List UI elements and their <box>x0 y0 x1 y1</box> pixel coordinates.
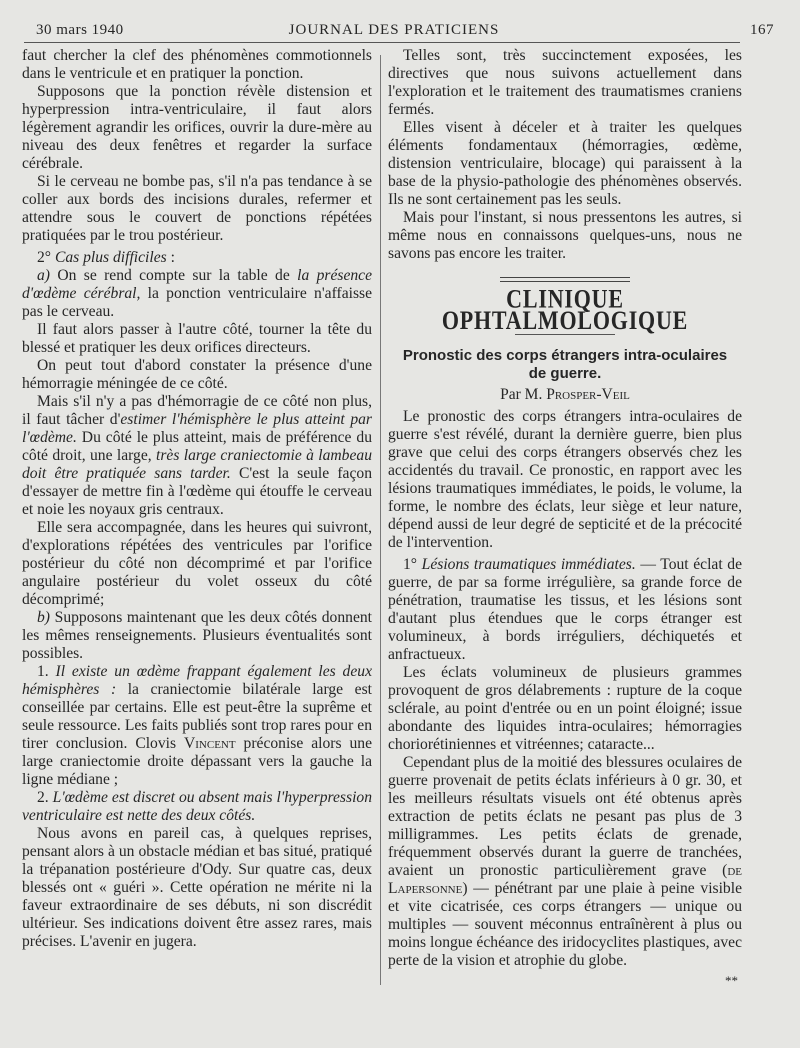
text-run: On se rend compte sur la table de <box>50 267 298 284</box>
paragraph: Il faut alors passer à l'autre côté, tourner la tête du blessé et pratiquer les deux orifices directeurs. <box>22 321 372 356</box>
paragraph: Nous avons en pareil cas, à quelques reprises, pensant alors à un obstacle médian et bas situé, pratiqué la trépanation postérieure d'Ody. Sur quatre cas, deux blessés ont « guéri ». Cette opération ne mérite ni la faveur extraordinaire de ses débuts, ni son discrédit ultérieur. Ses indications doivent être assez rares, mais précises. L'avenir en jugera. <box>22 825 372 950</box>
column-divider <box>380 55 381 985</box>
double-rule-separator <box>500 277 630 282</box>
paragraph: Elle sera accompagnée, dans les heures qui suivront, d'explorations répétées des ventricules par l'orifice postérieur du côté non décomprimé et par l'orifice angulaire postérieur du volet osseux du côté décomprimé; <box>22 519 372 608</box>
text-run: Supposons maintenant que les deux côtés donnent les mêmes renseignements. Plusieurs éventualités sont possibles. <box>22 609 372 662</box>
item-number: 1. <box>37 663 49 680</box>
text-run: la ponction ventriculaire n'affaisse pas le cerveau. <box>22 285 372 320</box>
author-name: Vincent <box>184 735 236 752</box>
paragraph <box>388 754 742 970</box>
text-run: la craniectomie bilatérale large est conseillée par certains. Elle est peut-être la suprême et seule ressource. Les faits publiés sont trop rares pour en tirer conclusion. Clovis <box>22 681 372 752</box>
subheading-case-2 <box>22 249 372 267</box>
italic-run: estimer l'hémisphère le plus atteint par l'œdème. <box>22 411 372 446</box>
text-run: ) — pénétrant par une plaie à peine visible et vite cicatrisée, ces corps étrangers — unique ou multiples — souvent méconnus entraînèrent à plus ou moins longue échéance des iridocyclites plastiques, avec perte de la vision et atrophie du globe. <box>388 880 742 969</box>
paragraph <box>22 609 372 663</box>
paragraph <box>22 393 372 519</box>
text-run: Cependant plus de la moitié des blessures oculaires de guerre provenait de petits éclats inférieurs à 0 gr. 30, et les meilleurs résultats visuels ont été obtenus après extraction de petits éclats ne pesant pas plus de 3 milligrammes. Les petits éclats de grenade, fréquemment observés durant la guerre de tranchées, avaient un pronostic particulièrement grave ( <box>388 754 742 879</box>
author-name: de Lapersonne <box>388 862 742 897</box>
right-column <box>388 47 742 990</box>
text-run: — Tout éclat de guerre, de par sa forme irrégulière, sa grande force de pénétration, traumatise les tissus, et les lésions sont d'autant plus étendues que le corps étranger est volumineux, à bords irréguliers, déchiquetés et anfractueux. <box>388 556 742 663</box>
case-title: Cas plus difficiles <box>54 249 167 266</box>
italic-run: Il existe un œdème frappant également les deux hémisphères : <box>22 663 372 698</box>
paragraph <box>22 267 372 321</box>
italic-run: très large craniectomie à lambeau doit être pratiquée sans tarder. <box>22 447 372 482</box>
italic-run: Lésions traumatiques immédiates. <box>417 556 636 573</box>
running-header <box>24 20 774 42</box>
paragraph: Elles visent à déceler et à traiter les quelques éléments fondamentaux (hémorragies, œdème, distension ventriculaire, blocage) qui paraissent à la base de la physio-pathologie des phénomènes observés. Ils ne sont certainement pas les seuls. <box>388 119 742 208</box>
text-run: C'est la seule façon d'essayer de mettre fin à l'œdème qui étouffe le cerveau et noie les noyaux gris centraux. <box>22 465 372 518</box>
article-author <box>388 386 742 404</box>
item-letter: b) <box>37 609 50 626</box>
journal-title: JOURNAL DES PRATICIENS <box>288 22 500 38</box>
italic-run: L'œdème est discret ou absent mais l'hyperpression ventriculaire est nette des deux côtés. <box>22 789 372 824</box>
author-name: Prosper-Veil <box>546 386 630 403</box>
left-column <box>22 47 372 951</box>
end-mark: ** <box>725 973 738 988</box>
italic-run: la présence d'œdème cérébral, <box>22 267 372 302</box>
paragraph <box>388 556 742 664</box>
text-run: Du côté le plus atteint, mais de préférence du côté droit, une large, <box>22 429 372 464</box>
paragraph: Telles sont, très succinctement exposées, les directives que nous suivons actuellement dans l'exploration et le traitement des traumatismes craniens fermés. <box>388 47 742 118</box>
paragraph: faut chercher la clef des phénomènes commotionnels dans le ventricule et en pratiquer la ponction. <box>22 47 372 82</box>
issue-date: 30 mars 1940 <box>36 22 124 38</box>
item-number: 2. <box>37 789 49 806</box>
item-number: 1° <box>403 556 418 573</box>
paragraph: Les éclats volumineux de plusieurs grammes provoquent de gros délabrements : rupture de la coque sclérale, au point d'entrée ou en un point éloigné; issue abondante des liquides intra-oculaires; hémorragies choriorétiniennes et vitréennes; cataracte... <box>388 664 742 753</box>
paragraph <box>22 663 372 789</box>
author-prefix: Par M. <box>500 386 547 403</box>
case-colon: : <box>166 249 175 266</box>
section-title: CLINIQUE OPHTALMOLOGIQUE <box>441 283 689 336</box>
paragraph: Le pronostic des corps étrangers intra-oculaires de guerre s'est révélé, durant la dernière guerre, bien plus grave que celui des corps étrangers observés chez les accidentés du travail. Ce pronostic, en rapport avec les lésions traumatiques immédiates, le poids, le volume, la forme, le nombre des éclats, leur siège et leur nature, dépend aussi de leur degré de septicité et de la précocité de l'intervention. <box>388 408 742 551</box>
paragraph <box>22 789 372 825</box>
text-run: préconise alors une large craniectomie droite dépassant vers la gauche la ligne médiane ; <box>22 735 372 788</box>
text-run: Mais s'il n'y a pas d'hémorragie de ce côté non plus, il faut tâcher d' <box>22 393 372 428</box>
page-number: 167 <box>750 22 774 38</box>
paragraph: Mais pour l'instant, si nous pressentons les autres, si même nous en connaissons quelques-uns, nous ne savons pas encore les traiter. <box>388 209 742 262</box>
article-title: Pronostic des corps étrangers intra-oculaires de guerre. <box>402 347 728 382</box>
paragraph: Supposons que la ponction révèle distension et hyperpression intra-ventriculaire, il faut alors légèrement agrandir les orifices, ouvrir la dure-mère au niveau des deux fenêtres et regarder la surface cérébrale. <box>22 83 372 172</box>
paragraph: Si le cerveau ne bombe pas, s'il n'a pas tendance à se coller aux bords des incisions durales, refermer et attendre sous le couvert de ponctions répétées pratiquées par le trou postérieur. <box>22 173 372 244</box>
header-rule <box>24 42 740 43</box>
paragraph: On peut tout d'abord constater la présence d'une hémorragie méningée de ce côté. <box>22 357 372 392</box>
item-letter: a) <box>37 267 50 284</box>
case-number: 2° <box>37 249 52 266</box>
